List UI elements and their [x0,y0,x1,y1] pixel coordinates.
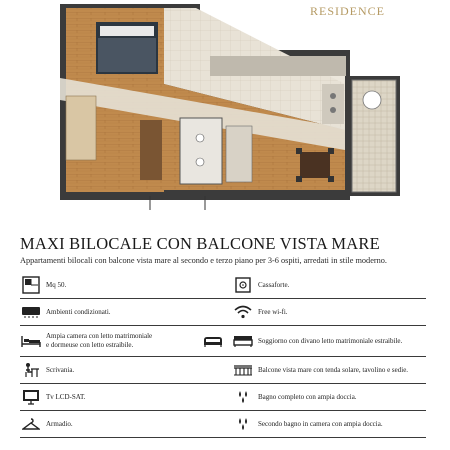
feature-row [20,384,426,411]
desk-icon [20,359,42,381]
feature-item [20,299,111,325]
safe-icon [232,274,254,296]
features-list [20,272,426,450]
sofa-bed-icon [200,330,226,352]
page-subtitle: Appartamenti bilocali con balcone vista mare al secondo e terzo piano per 3-6 ospiti, arredati in stile moderno. [20,256,388,265]
feature-label: Tv LCD-SAT. [46,392,86,401]
feature-label: Cassaforte. [258,280,290,289]
feature-item [232,357,408,383]
feature-label: Armadio. [46,419,73,428]
feature-item [232,299,288,325]
hanger-icon [20,413,42,435]
feature-label-line: Ampia camera con letto matrimoniale [46,332,153,340]
floor-plan [0,0,450,220]
feature-item [20,357,74,383]
feature-label: Scrivania. [46,365,75,374]
shower-drops-icon [232,413,254,435]
feature-item [20,272,66,298]
page-title: MAXI BILOCALE CON BALCONE VISTA MARE [20,234,380,253]
feature-row [20,411,426,438]
feature-item [20,326,152,356]
feature-label: Secondo bagno in camera con ampia doccia. [258,419,383,428]
feature-item [20,411,73,437]
sofa-bed-icon [232,330,254,352]
shower-drops-icon [232,386,254,408]
feature-label [46,332,152,350]
feature-label: Ambienti condizionati. [46,307,111,316]
feature-label: Soggiorno con divano letto matrimoniale estraibile. [258,336,403,345]
feature-label: Mq 50. [46,280,67,289]
feature-row [20,326,426,357]
feature-row [20,272,426,299]
wifi-icon [232,301,254,323]
feature-label: Bagno completo con ampia doccia. [258,392,357,401]
air-conditioner-icon [20,301,42,323]
feature-label-line: e dormeuse con letto estraibile. [46,341,134,349]
feature-item [232,384,357,410]
tv-icon [20,386,42,408]
floorplan-icon [20,274,42,296]
balcony-icon [232,359,254,381]
double-bed-icon [20,330,42,352]
feature-row [20,357,426,384]
feature-item [232,326,402,356]
feature-label: Free wi-fi. [258,307,288,316]
feature-item [232,411,383,437]
feature-row [20,299,426,326]
feature-label: Balcone vista mare con tenda solare, tavolino e sedie. [258,365,409,374]
brand-name: RESIDENCE [310,4,385,18]
feature-item [232,272,289,298]
feature-item [20,384,86,410]
